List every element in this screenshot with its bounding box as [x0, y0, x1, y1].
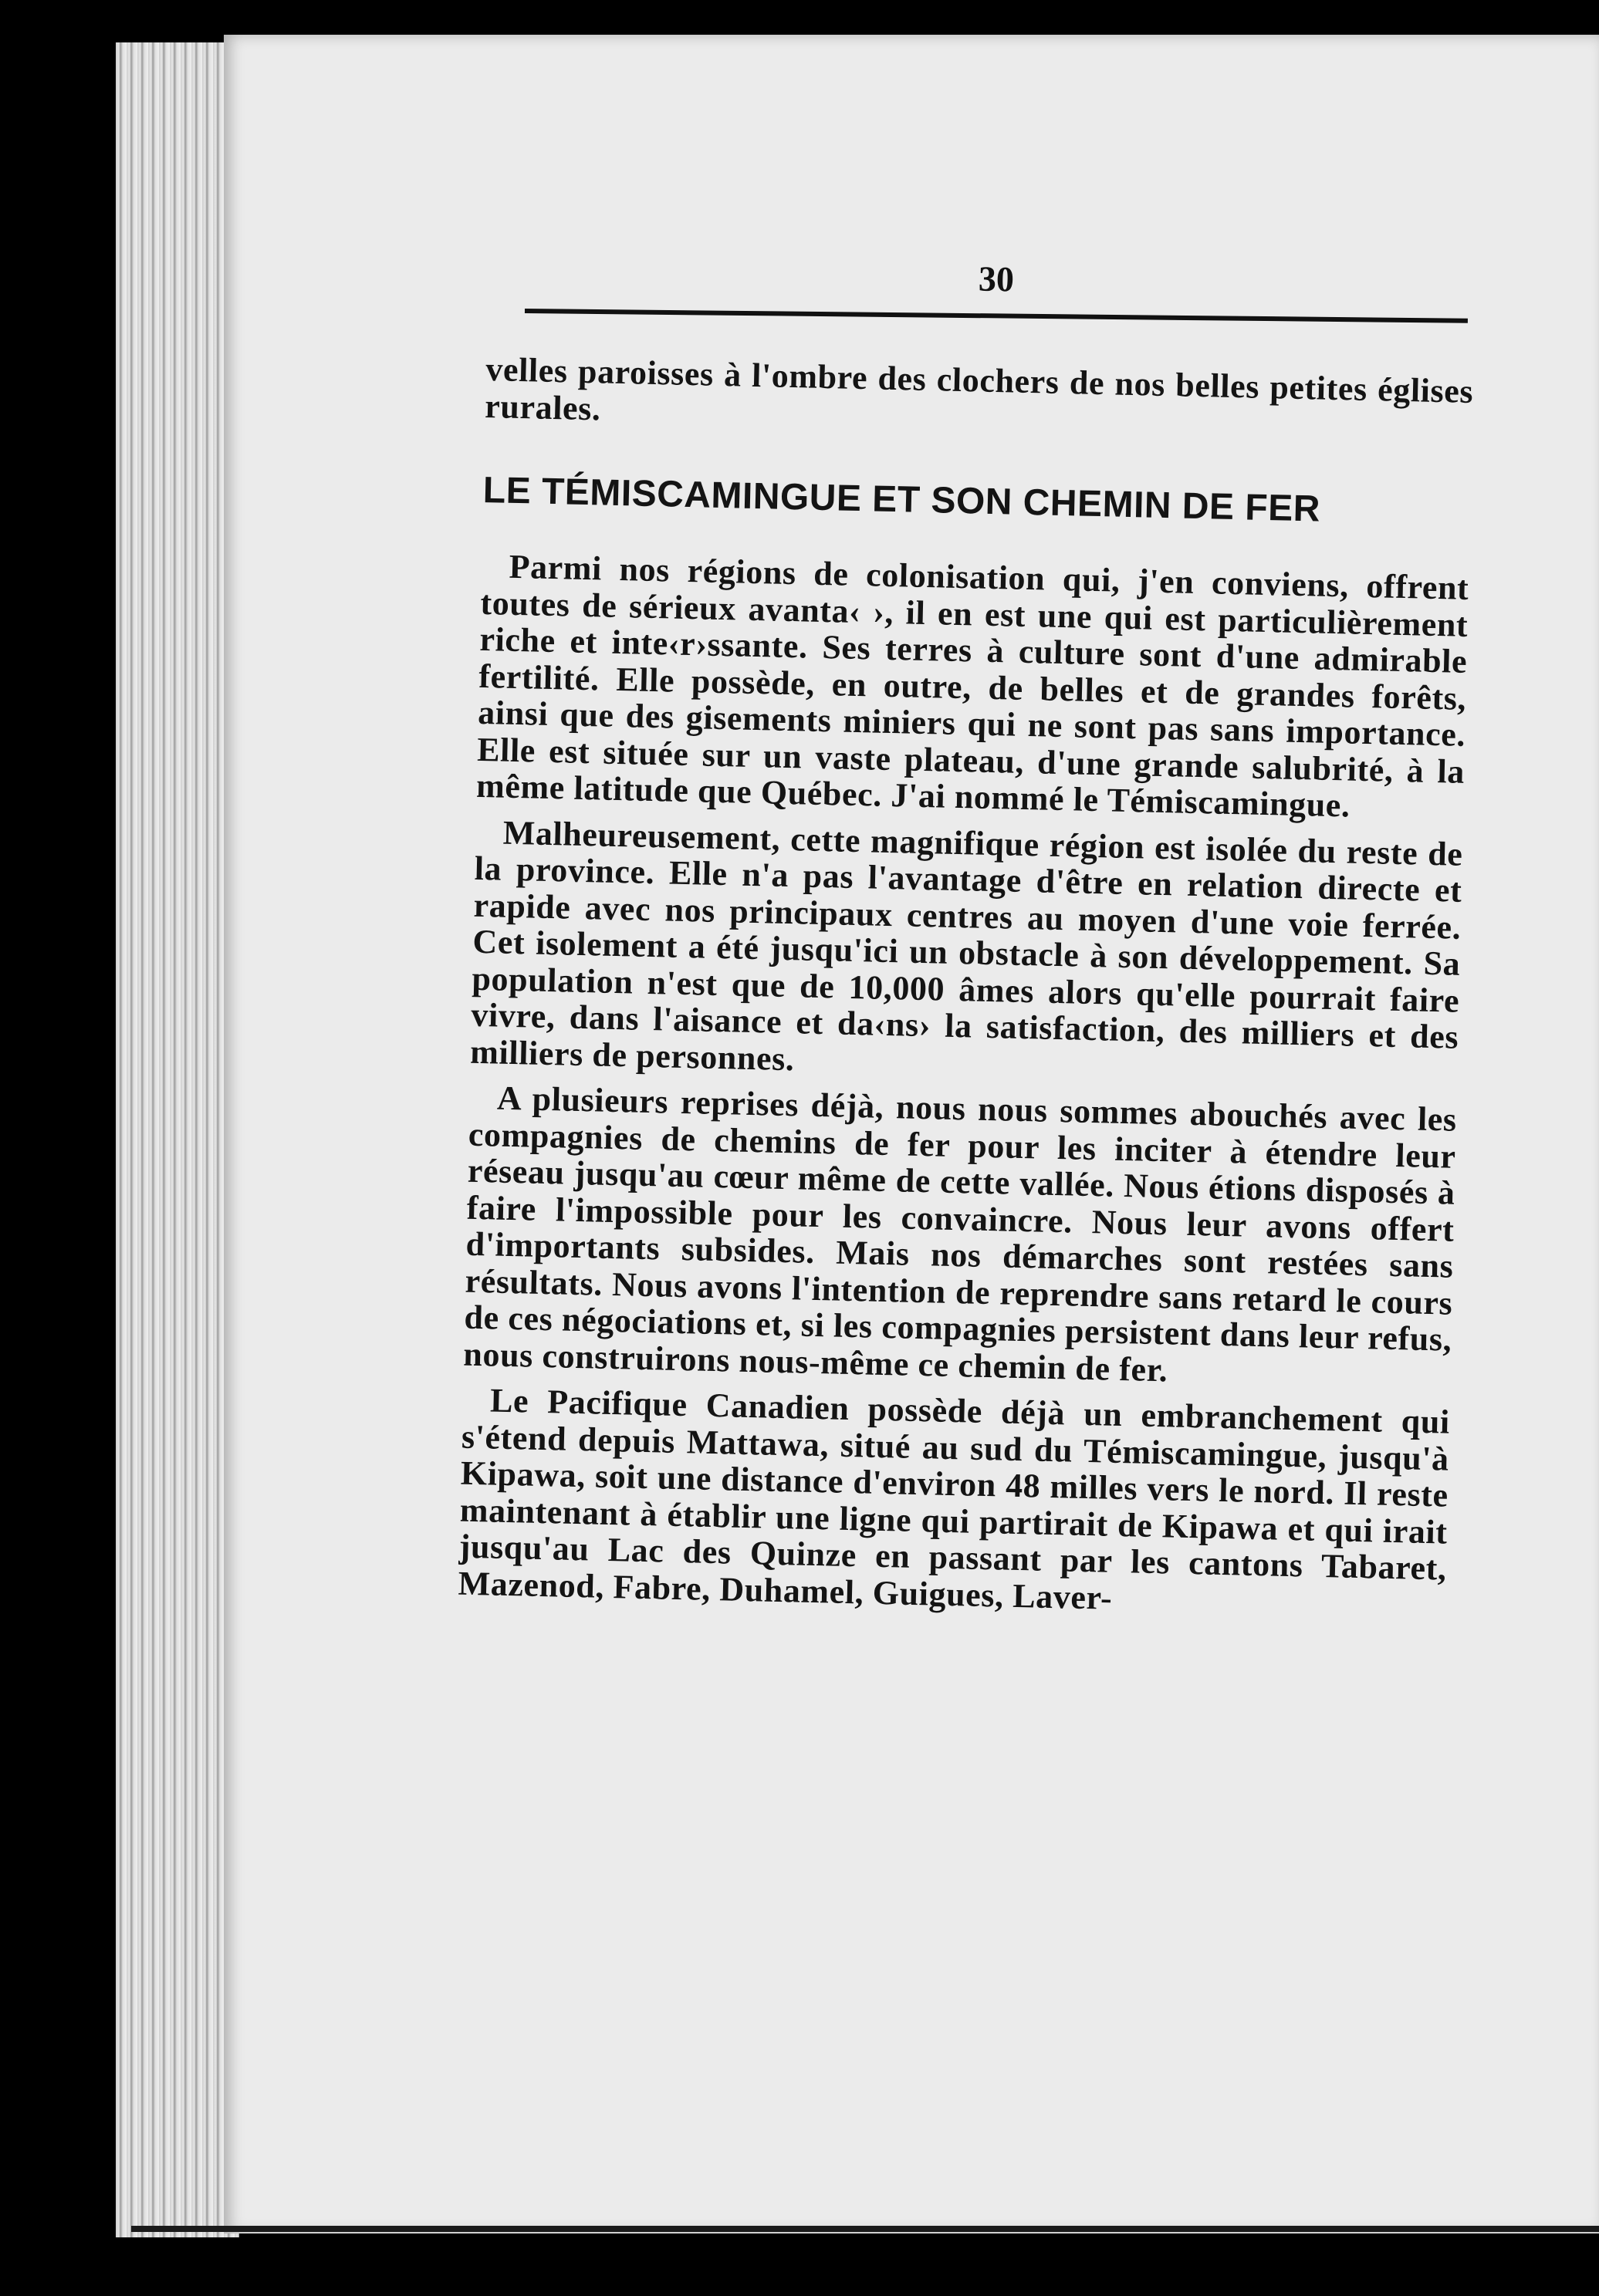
- paragraph: Malheureusement, cette magnifique région est isolée du reste de la province. Elle n'a pas l'avantage d'être en relation directe et rapide avec nos principaux centres au moyen d'une voie ferrée. Cet isolement a été jusqu'ici un obstacle à son développement. Sa population n'est que de 10,000 âmes alors qu'elle pourrait faire vivre, dans l'aisance et da‹ns› la satisfaction, des milliers et des milliers de personnes.: [469, 813, 1464, 1078]
- paragraph: Parmi nos régions de colonisation qui, j'en conviens, offrent toutes de sérieux avanta‹ ›, il en est une qui est particulièrement riche et inte‹r›ssante. Ses terres à culture sont d'une admirable fertilité. Elle possède, en outre, de belles et de grandes forêts, ainsi que des gisements miniers qui ne sont pas sans importance. Elle est située sur un vaste plateau, d'une grande salubrité, à la même latitude que Québec. J'ai nommé le Témiscamingue.: [475, 547, 1469, 825]
- paragraph: A plusieurs reprises déjà, nous nous sommes abouchés avec les compagnies de chemins de fer pour les inciter à étendre leur réseau jusqu'au cœur même de cette vallée. Nous étions disposés à faire l'impossible pour les convaincre. Nous leur avons offert d'importants subsides. Mais nos démarches sont restées sans résultats. Nous avons l'intention de reprendre sans retard le cours de ces négociations et, si les compagnies persistent dans leur refus, nous construirons nous-même ce chemin de fer.: [462, 1079, 1458, 1389]
- section-title: LE TÉMISCAMINGUE ET SON CHEMIN DE FER: [482, 469, 1321, 530]
- bottom-edge: [131, 2226, 1599, 2232]
- continuation-paragraph: velles paroisses à l'ombre des clochers de nos belles petites églises rurales.: [484, 350, 1474, 427]
- paragraph: Le Pacifique Canadien possède déjà un embranchement qui s'étend depuis Mattawa, situé au sud du Témiscamingue, jusqu'à Kipawa, soit une distance d'environ 48 milles vers le nord. Il reste maintenant à établir une ligne qui partirait de Kipawa et qui irait jusqu'au Lac des Quinze en passant par les cantons Tabaret, Mazenod, Fabre, Duhamel, Guigues, Laver-: [458, 1381, 1451, 1617]
- page-body: [458, 351, 1473, 1624]
- page-number: 30: [978, 258, 1015, 299]
- page-edges: [116, 42, 239, 2237]
